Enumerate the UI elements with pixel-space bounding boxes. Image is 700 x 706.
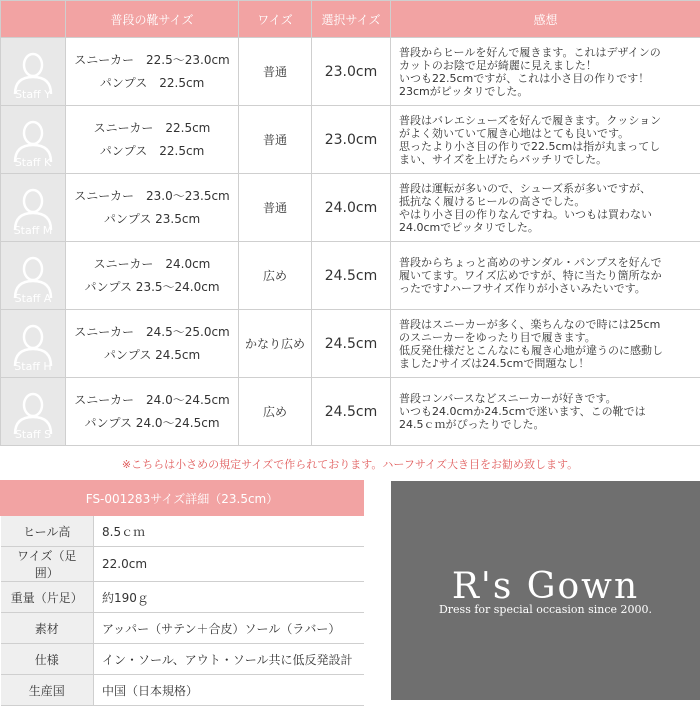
staff-name: Staff M: [1, 224, 65, 237]
comment-line: いつも24.0cmか24.5cmで迷います、この靴では: [399, 405, 692, 418]
sneaker-size: スニーカー 22.5cm: [66, 117, 238, 140]
comment-cell: [391, 106, 700, 174]
detail-key: 素材: [1, 613, 94, 644]
selected-size-cell: 24.5cm: [312, 242, 391, 310]
detail-value: イン・ソール、アウト・ソール共に低反発設計: [94, 644, 364, 675]
detail-row: [1, 644, 364, 675]
brand-tagline: Dress for special occasion since 2000.: [391, 603, 700, 616]
detail-key: ワイズ（足囲）: [1, 547, 94, 582]
usual-size-cell: [66, 242, 239, 310]
comment-line: やはり小さ目の作りなんですね。いつもは買わない: [399, 208, 692, 221]
staff-name: Staff K: [1, 156, 65, 169]
pumps-size: パンプス 23.5〜24.0cm: [66, 276, 238, 299]
staff-cell: [1, 310, 66, 378]
detail-row: [1, 516, 364, 547]
detail-key: ヒール高: [1, 516, 94, 547]
table-row: [1, 378, 700, 446]
pumps-size: パンプス 24.5cm: [66, 344, 238, 367]
table-row: [1, 174, 700, 242]
staff-name: Staff S: [1, 428, 65, 441]
sneaker-size: スニーカー 22.5〜23.0cm: [66, 49, 238, 72]
detail-row: [1, 675, 364, 706]
comment-line: 24.5ｃｍがぴったりでした。: [399, 418, 692, 431]
width-cell: 普通: [239, 38, 312, 106]
comment-line: 抵抗なく履けるヒールの高さでした。: [399, 195, 692, 208]
comment-cell: [391, 310, 700, 378]
selected-size-cell: 23.0cm: [312, 38, 391, 106]
comment-line: がよく効いていて履き心地はとても良いです。: [399, 127, 692, 140]
table-header-row: [1, 1, 700, 38]
comment-cell: [391, 38, 700, 106]
selected-size-cell: 24.5cm: [312, 310, 391, 378]
detail-value: 中国（日本規格）: [94, 675, 364, 706]
comment-line: 普段はバレエシューズを好んで履きます。クッション: [399, 114, 692, 127]
comment-line: カットのお陰で足が綺麗に見えました！: [399, 59, 692, 72]
size-detail-table: [0, 480, 364, 706]
selected-size-cell: 24.0cm: [312, 174, 391, 242]
sneaker-size: スニーカー 24.0cm: [66, 253, 238, 276]
comment-line: ったです♪ハーフサイズ作りが小さいみたいです。: [399, 282, 692, 295]
comment-cell: [391, 378, 700, 446]
staff-cell: [1, 106, 66, 174]
table-row: [1, 38, 700, 106]
detail-title: FS-001283サイズ詳細（23.5cm）: [1, 481, 364, 516]
header-staff: [1, 1, 66, 38]
pumps-size: パンプス 24.0〜24.5cm: [66, 412, 238, 435]
staff-cell: [1, 242, 66, 310]
detail-value: アッパー（サテン＋合皮）ソール（ラバー）: [94, 613, 364, 644]
table-row: [1, 310, 700, 378]
detail-value: 8.5ｃｍ: [94, 516, 364, 547]
selected-size-cell: 24.5cm: [312, 378, 391, 446]
detail-value: 約190ｇ: [94, 582, 364, 613]
staff-cell: [1, 174, 66, 242]
staff-name: Staff Y: [1, 88, 65, 101]
detail-row: [1, 547, 364, 582]
detail-key: 重量（片足）: [1, 582, 94, 613]
staff-cell: [1, 38, 66, 106]
comment-line: まい、サイズを上げたらバッチリでした。: [399, 153, 692, 166]
width-cell: 広め: [239, 378, 312, 446]
staff-name: Staff A: [1, 292, 65, 305]
comment-line: 普段はスニーカーが多く、楽ちんなので時には25cm: [399, 318, 692, 331]
table-row: [1, 106, 700, 174]
table-row: [1, 242, 700, 310]
detail-key: 生産国: [1, 675, 94, 706]
usual-size-cell: [66, 174, 239, 242]
header-width: ワイズ: [239, 1, 312, 38]
header-selected-size: 選択サイズ: [312, 1, 391, 38]
comment-line: ました♪サイズは24.5cmで問題なし！: [399, 357, 692, 370]
size-note: ※こちらは小さめの規定サイズで作られております。ハーフサイズ大き目をお勧め致します。: [0, 456, 700, 472]
comment-line: 普段からヒールを好んで履きます。これはデザインの: [399, 46, 692, 59]
usual-size-cell: [66, 378, 239, 446]
width-cell: 普通: [239, 106, 312, 174]
comment-line: いつも22.5cmですが、これは小さ目の作りです！: [399, 72, 692, 85]
brand-logo: R's Gown: [391, 566, 700, 607]
usual-size-cell: [66, 106, 239, 174]
width-cell: かなり広め: [239, 310, 312, 378]
width-cell: 普通: [239, 174, 312, 242]
pumps-size: パンプス 22.5cm: [66, 72, 238, 95]
header-comment: 感想: [391, 1, 700, 38]
comment-line: 23cmがピッタリでした。: [399, 85, 692, 98]
width-cell: 広め: [239, 242, 312, 310]
usual-size-cell: [66, 38, 239, 106]
comment-cell: [391, 174, 700, 242]
sneaker-size: スニーカー 23.0〜23.5cm: [66, 185, 238, 208]
sneaker-size: スニーカー 24.5〜25.0cm: [66, 321, 238, 344]
comment-line: 24.0cmでピッタリでした。: [399, 221, 692, 234]
pumps-size: パンプス 22.5cm: [66, 140, 238, 163]
staff-cell: [1, 378, 66, 446]
usual-size-cell: [66, 310, 239, 378]
comment-line: 思ったより小さ目の作りで22.5cmは指が丸まってし: [399, 140, 692, 153]
brand-banner: [391, 481, 700, 700]
detail-row: [1, 582, 364, 613]
staff-name: Staff H: [1, 360, 65, 373]
comment-cell: [391, 242, 700, 310]
sneaker-size: スニーカー 24.0〜24.5cm: [66, 389, 238, 412]
header-usual-size: 普段の靴サイズ: [66, 1, 239, 38]
comment-line: 低反発仕様だとこんなにも履き心地が違うのに感動し: [399, 344, 692, 357]
comment-line: 普段コンバースなどスニーカーが好きです。: [399, 392, 692, 405]
comment-line: 普段は運転が多いので、シューズ系が多いですが、: [399, 182, 692, 195]
pumps-size: パンプス 23.5cm: [66, 208, 238, 231]
selected-size-cell: 23.0cm: [312, 106, 391, 174]
detail-key: 仕様: [1, 644, 94, 675]
comment-line: 履いてます。ワイズ広めですが、特に当たり箇所なか: [399, 269, 692, 282]
comment-line: のスニーカーをゆったり目で履きます。: [399, 331, 692, 344]
comment-line: 普段からちょっと高めのサンダル・パンプスを好んで: [399, 256, 692, 269]
detail-row: [1, 613, 364, 644]
detail-value: 22.0cm: [94, 547, 364, 582]
